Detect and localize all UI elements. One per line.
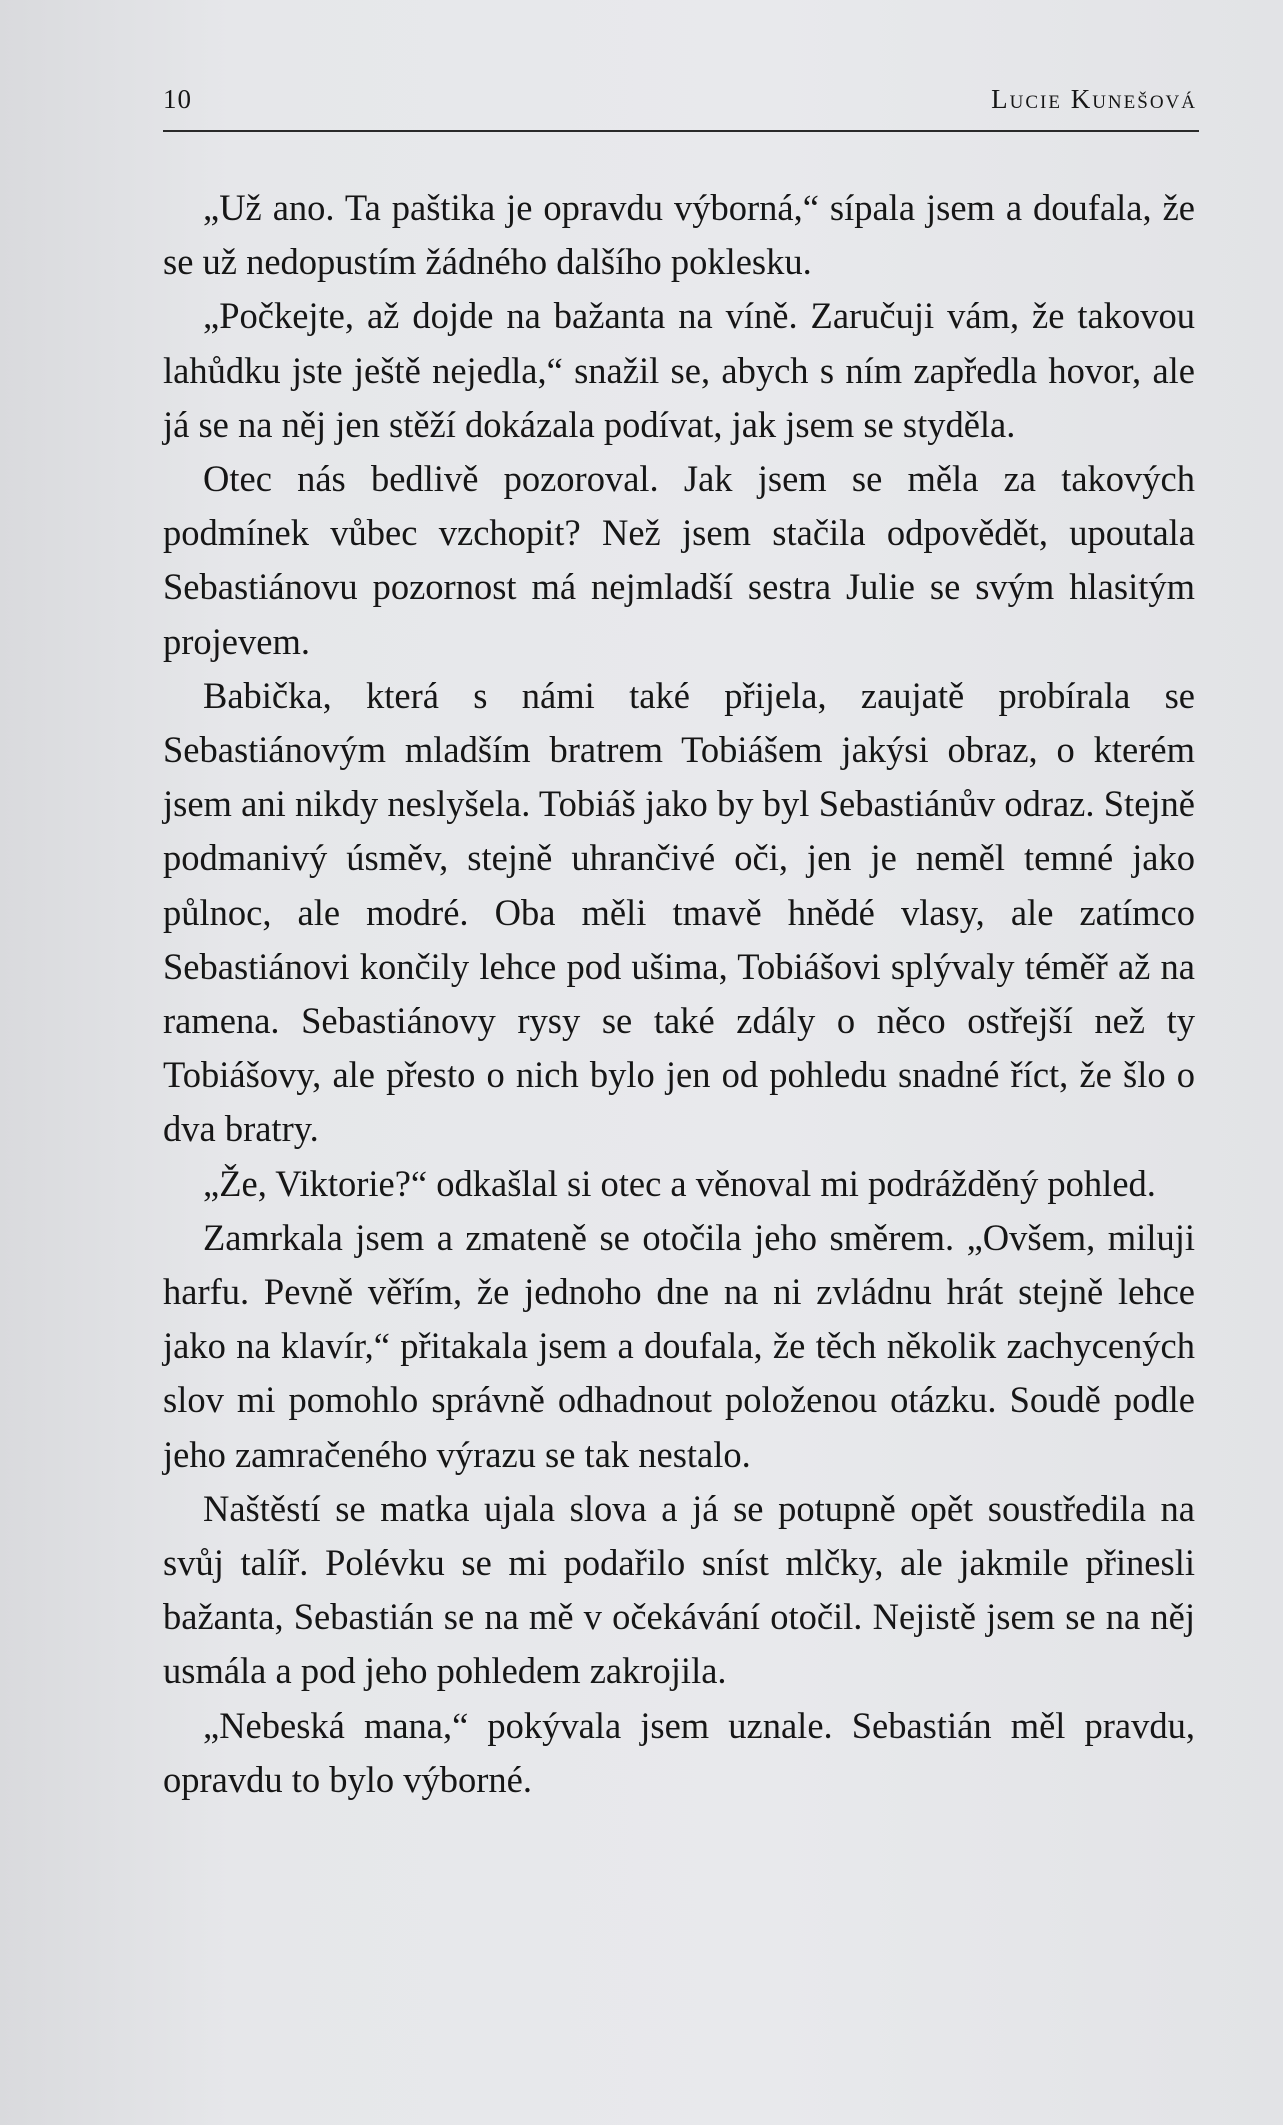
paragraph: „Už ano. Ta paštika je opravdu výborná,“ sípala jsem a doufala, že se už nedopustím žádného dalšího poklesku. — [163, 187, 1195, 283]
paragraph: Babička, která s námi také přijela, zaujatě probírala se Sebastiánovým mladším bratrem Tobiášem jakýsi obraz, o kterém jsem ani nikdy neslyšela. Tobiáš jako by byl Sebastiánův odraz. Stejně podmanivý úsměv, stejně uhrančivé oči, jen je neměl temné jako půlnoc, ale modré. Oba měli tmavě hnědé vlasy, ale zatímco Sebastiánovi končily lehce pod ušima, Tobiášovi splývaly téměř až na ramena. Sebastiánovy rysy se také zdály o něco ostřejší než ty Tobiášovy, ale přesto o nich bylo jen od pohledu snadné říct, že šlo o dva bratry. — [163, 674, 1195, 1150]
paragraph: „Počkejte, až dojde na bažanta na víně. Zaručuji vám, že takovou lahůdku jste ještě nejedla,“ snažil se, abych s ním zapředla hovor, ale já se na něj jen stěží dokázala podívat, jak jsem se styděla. — [163, 295, 1195, 445]
paragraph: Naštěstí se matka ujala slova a já se potupně opět soustředila na svůj talíř. Polévku se mi podařilo sníst mlčky, ale jakmile přinesli bažanta, Sebastián se na mě v očekávání otočil. Nejistě jsem se na něj usmála a pod jeho pohledem zakrojila. — [163, 1487, 1195, 1692]
paragraph: „Že, Viktorie?“ odkašlal si otec a věnoval mi podrážděný pohled. — [203, 1162, 1156, 1204]
paragraph: „Nebeská mana,“ pokývala jsem uznale. Sebastián měl pravdu, opravdu to bylo výborné. — [163, 1704, 1195, 1800]
running-head-author: Lucie Kunešová — [991, 84, 1197, 114]
page-header — [163, 84, 1199, 132]
paragraph: Zamrkala jsem a zmateně se otočila jeho směrem. „Ovšem, miluji harfu. Pevně věřím, že jednoho dne na ni zvládnu hrát stejně lehce jako na klavír,“ přitakala jsem a doufala, že těch několik zachycených slov mi pomohlo správně odhadnout položenou otázku. Soudě podle jeho zamračeného výrazu se tak nestalo. — [163, 1216, 1195, 1475]
body-text — [163, 181, 1195, 1807]
page-number: 10 — [163, 84, 192, 114]
paragraph: Otec nás bedlivě pozoroval. Jak jsem se měla za takových podmínek vůbec vzchopit? Než jsem stačila odpovědět, upoutala Sebastiánovu pozornost má nejmladší sestra Julie se svým hlasitým projevem. — [163, 458, 1195, 662]
